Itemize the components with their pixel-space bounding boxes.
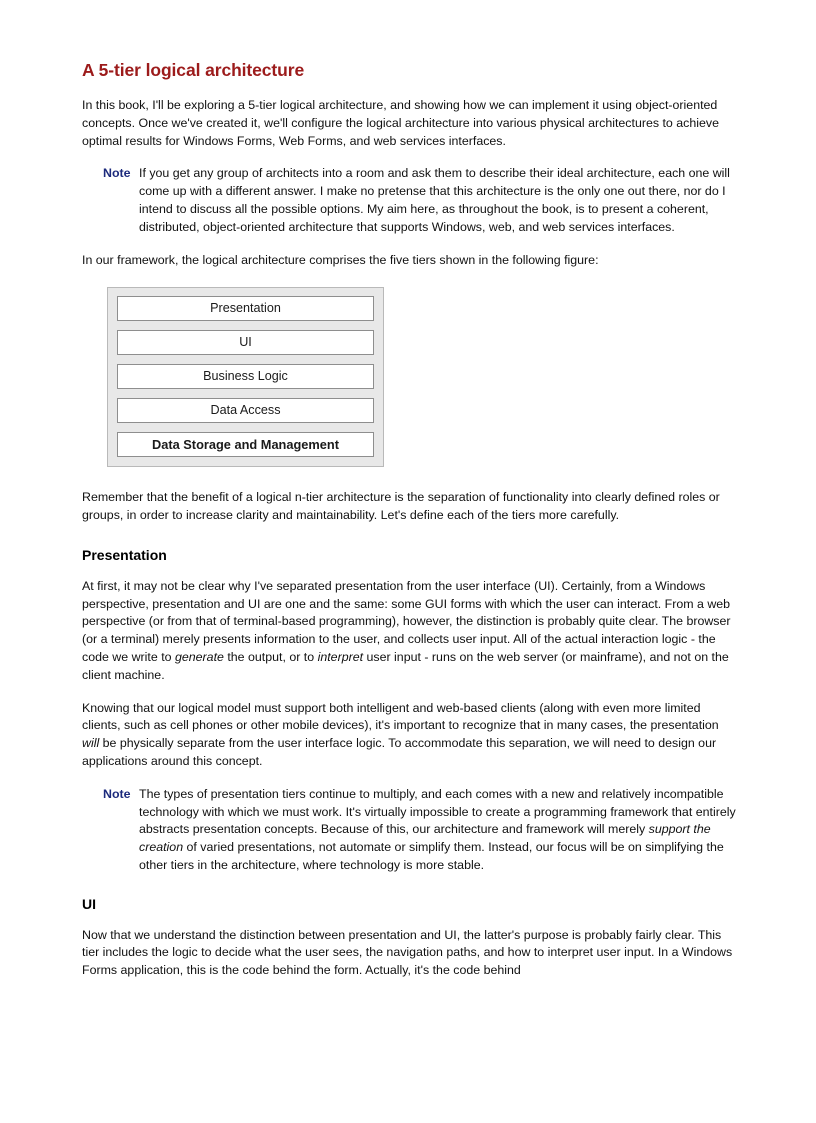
after-figure-paragraph: Remember that the benefit of a logical n-tier architecture is the separation of functionality into clearly defined roles or groups, in order to increase clarity and maintainability. Let's define each of the tiers more carefully. <box>82 490 720 523</box>
presentation-paragraph-2 <box>82 700 737 771</box>
ui-paragraph-1: Now that we understand the distinction between presentation and UI, the latter's purpose is probably fairly clear. This tier includes the logic to decide what the user sees, the navigation paths, and how to interpret user input. In a Windows Forms application, this is the code behind the form. Actually, it's the code behind <box>82 927 733 978</box>
presentation-p2-italic-will: will <box>82 736 100 751</box>
note-two-part-1: The types of presentation tiers continue to multiply, and each comes with a new and relatively incompatible technology with which we must work. It's virtually impossible to create a programming framework that entirely abstracts presentation concepts. Because of this, our architecture and framework will merely <box>139 786 736 837</box>
section-heading-ui: UI <box>82 895 96 912</box>
architecture-figure <box>107 287 737 467</box>
presentation-paragraph-1 <box>82 578 737 685</box>
note-block-one <box>82 165 737 236</box>
tier-box-presentation: Presentation <box>117 296 374 321</box>
presentation-p1-italic-interpret: interpret <box>317 649 364 664</box>
presentation-p2-part-2: be physically separate from the user interface logic. To accommodate this separation, we will need to design our applications around this concept. <box>82 736 717 768</box>
page-title: A 5-tier logical architecture <box>82 60 305 80</box>
tier-frame <box>107 287 384 467</box>
note-two-italic-support-the-creation: support the creation <box>139 822 711 855</box>
note-label: Note <box>103 166 131 181</box>
note-one-inner <box>103 165 737 236</box>
presentation-p1-part-3: user input - runs on the web server (or mainframe), and not on the client machine. <box>82 649 729 682</box>
tier-box-ui: UI <box>117 330 374 355</box>
section-heading-presentation: Presentation <box>82 546 167 563</box>
note-two-part-2: of varied presentations, not automate or simplify them. Instead, our focus will be on simplifying the other tiers in the architecture, where technology is more stable. <box>139 840 724 872</box>
note-label: Note <box>103 786 131 801</box>
note-block-two <box>82 786 737 875</box>
figure-lead-in-paragraph: In our framework, the logical architecture comprises the five tiers shown in the following figure: <box>82 252 599 267</box>
note-two-inner <box>103 786 737 875</box>
presentation-p1-part-1: At first, it may not be clear why I've separated presentation from the user interface (UI). Certainly, from a Windows perspective, presentation and UI are one and the same: some GUI forms with which the user can interact. From a web perspective (or from that of terminal-based programming), however, the distinction is probably quite clear. The browser (or a terminal) merely presents information to the user, and collects user input. All of the actual interaction logic - the code we write to <box>82 578 731 664</box>
intro-paragraph: In this book, I'll be exploring a 5-tier logical architecture, and showing how we can implement it using object-oriented concepts. Once we've created it, we'll configure the logical architecture into various physical architectures to achieve optimal results for Windows Forms, Web Forms, and web services interfaces. <box>82 98 719 148</box>
tier-box-data-storage-and-management: Data Storage and Management <box>117 432 374 457</box>
tier-box-data-access: Data Access <box>117 398 374 423</box>
note-one-text: If you get any group of architects into a room and ask them to describe their ideal architecture, each one will come up with a different answer. I make no pretense that this architecture is the only one out there, nor do I intend to discuss all the possible options. My aim here, as throughout the book, is to present a coherent, distributed, object-oriented architecture that supports Windows, web, and web services interfaces. <box>139 166 730 234</box>
presentation-p1-italic-generate: generate <box>174 649 224 664</box>
presentation-p1-part-2: the output, or to <box>223 649 318 664</box>
tier-box-business-logic: Business Logic <box>117 364 374 389</box>
presentation-p2-part-1: Knowing that our logical model must support both intelligent and web-based clients (along with even more limited clients, such as cell phones or other mobile devices), it's important to recognize that in many cases, the presentation <box>82 700 719 733</box>
